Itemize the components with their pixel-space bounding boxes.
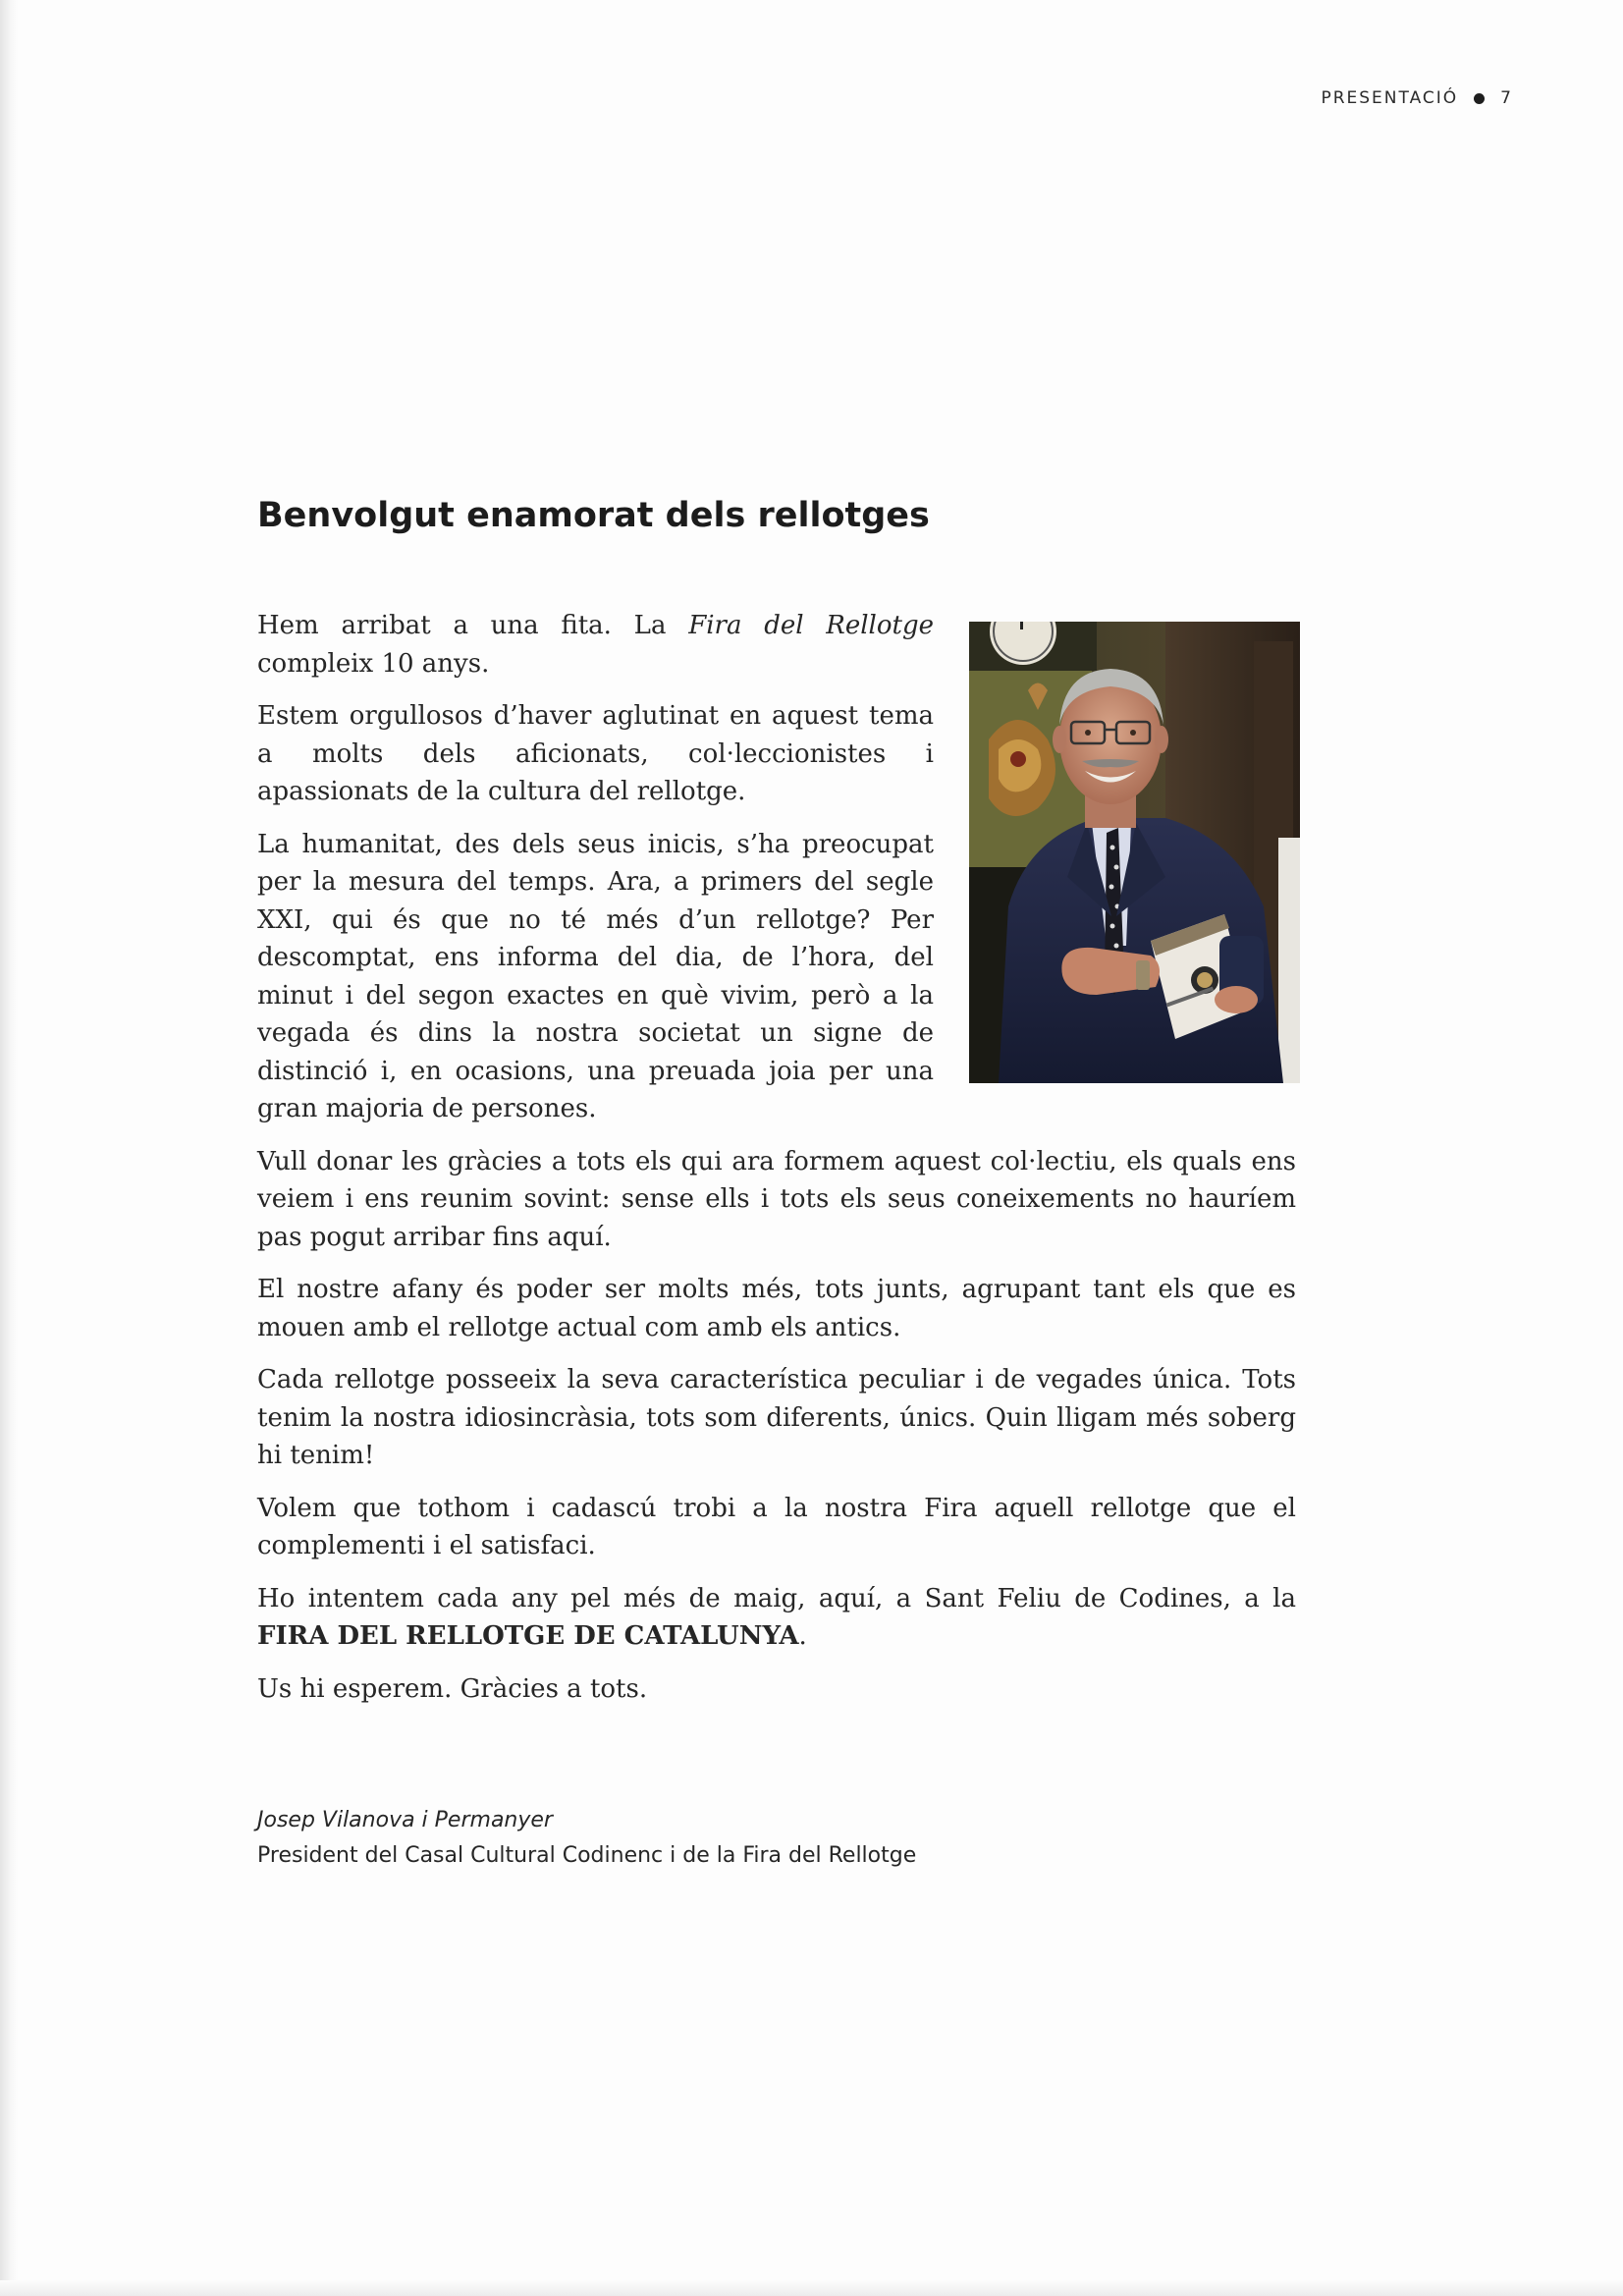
page-spine-shadow [0,0,18,2296]
author-role: President del Casal Cultural Codinenc i de la Fira del Rellotge [257,1843,917,1868]
paragraph-8: Ho intentem cada any pel més de maig, aquí, a Sant Feliu de Codines, a la FIRA DEL RELLOTGE DE CATALUNYA. [257,1583,1296,1651]
paragraph-2: Estem orgullosos d’haver aglutinat en aquest tema a molts dels aficionats, col·leccionistes i apassionats de la cultura del rellotge. [257,701,934,806]
paragraph-7: Volem que tothom i cadascú trobi a la nostra Fira aquell rellotge que el complementi i el satisfaci. [257,1493,1296,1560]
running-head [1321,88,1513,108]
paragraph-1: Hem arribat a una fita. La Fira del Rellotge compleix 10 anys. [257,611,935,679]
paragraph-9: Us hi esperem. Gràcies a tots. [257,1673,648,1704]
paragraph-5: El nostre afany és poder ser molts més, tots junts, agrupant tant els que es mouen amb el rellotge actual com amb els antics. [257,1275,1296,1342]
fair-name-italic: Fira del Rellotge [688,611,935,640]
section-name: PRESENTACIÓ [1321,88,1459,108]
fair-name-bold: FIRA DEL RELLOTGE DE CATALUNYA [257,1621,799,1651]
bullet-dot-icon [1474,93,1485,104]
page-bottom-edge [0,2280,1623,2296]
article-body [257,607,1296,1708]
signature-block [257,1803,916,1874]
paragraph-3: La humanitat, des dels seus inicis, s’ha preocupat per la mesura del temps. Ara, a primers del segle XXI, qui és que no té més d’un rellotge? Per descomptat, ens informa del dia, de l’hora, del minut i del segon exactes en què vivim, però a la vegada és dins la nostra societat un signe de distinció i, en ocasions, una preuada joia per una gran majoria de persones. [257,829,934,1123]
portrait-photo [969,622,1300,1083]
paragraph-6: Cada rellotge posseeix la seva característica peculiar i de vegades única. Tots tenim la nostra idiosincràsia, tots som diferents, únics. Quin lligam més soberg hi tenim! [257,1365,1296,1470]
paragraph-4: Vull donar les gràcies a tots els qui ara formem aquest col·lectiu, els quals ens veiem i ens reunim sovint: sense ells i tots els seus coneixements no hauríem pas pogut arribar fins aquí. [257,1146,1296,1252]
author-name: Josep Vilanova i Permanyer [257,1808,553,1832]
page-number: 7 [1500,88,1513,108]
article-title: Benvolgut enamorat dels rellotges [257,496,930,535]
